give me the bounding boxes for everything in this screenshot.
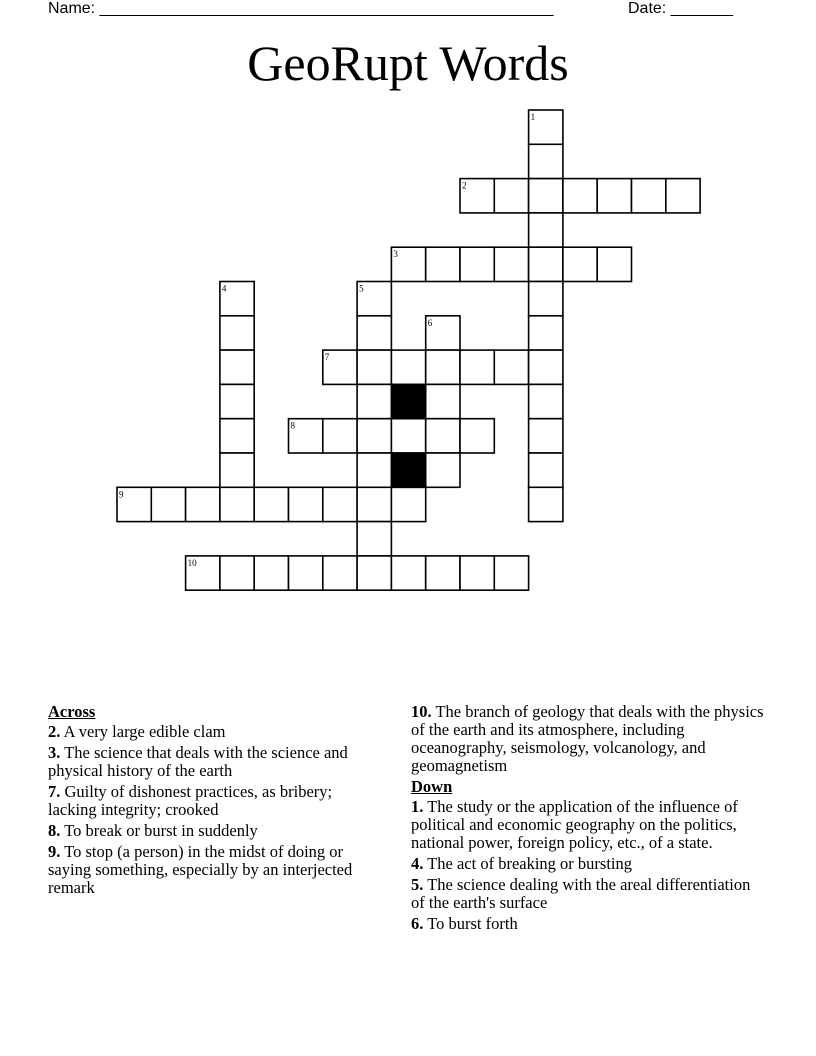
- grid-cell[interactable]: [529, 282, 563, 316]
- grid-cell[interactable]: [426, 350, 460, 384]
- grid-cell[interactable]: [391, 419, 425, 453]
- grid-cell[interactable]: [529, 213, 563, 247]
- grid-cell[interactable]: [357, 453, 391, 487]
- grid-cell[interactable]: [254, 556, 288, 590]
- clue-across-2: 2. A very large edible clam: [48, 722, 226, 741]
- grid-cell[interactable]: [357, 316, 391, 350]
- grid-cell[interactable]: [460, 419, 494, 453]
- grid-cell[interactable]: [151, 487, 185, 521]
- down-heading: Down: [411, 777, 453, 796]
- clue-number: 4: [221, 283, 227, 294]
- grid-cell[interactable]: [357, 350, 391, 384]
- grid-cell[interactable]: [323, 419, 357, 453]
- grid-cell[interactable]: [632, 179, 666, 213]
- grid-cell[interactable]: [666, 179, 700, 213]
- clue-across-9: 9. To stop (a person) in the midst of doing or saying something, especially by an interjected remark: [48, 842, 353, 897]
- grid-cell[interactable]: [426, 419, 460, 453]
- across-heading: Across: [48, 702, 96, 721]
- clue-number: 9: [119, 489, 124, 500]
- grid-cell[interactable]: [391, 350, 425, 384]
- grid-cell[interactable]: [426, 556, 460, 590]
- grid-cell[interactable]: [563, 247, 597, 281]
- clue-across-8: 8. To break or burst in suddenly: [48, 821, 258, 840]
- grid-cell[interactable]: [357, 522, 391, 556]
- grid-cell[interactable]: [391, 556, 425, 590]
- name-field-label[interactable]: Name: ___________________________________________________: [48, 0, 554, 17]
- grid-cell[interactable]: [357, 556, 391, 590]
- clue-number: 2: [462, 180, 467, 191]
- grid-cell[interactable]: [529, 350, 563, 384]
- grid-cell[interactable]: [529, 419, 563, 453]
- grid-cell[interactable]: [186, 487, 220, 521]
- grid-cell[interactable]: [494, 179, 528, 213]
- grid-cell[interactable]: [289, 556, 323, 590]
- grid-block: [391, 453, 425, 487]
- grid-cell[interactable]: [597, 247, 631, 281]
- grid-cell[interactable]: [494, 247, 528, 281]
- grid-cell[interactable]: [254, 487, 288, 521]
- grid-cell[interactable]: [529, 179, 563, 213]
- grid-cell[interactable]: [391, 487, 425, 521]
- grid-cell[interactable]: [220, 350, 254, 384]
- grid-cell[interactable]: [357, 384, 391, 418]
- clue-number: 7: [324, 352, 330, 363]
- grid-block: [391, 384, 425, 418]
- grid-cell[interactable]: [220, 419, 254, 453]
- grid-cell[interactable]: [357, 487, 391, 521]
- grid-cell[interactable]: [529, 316, 563, 350]
- page-title: GeoRupt Words: [247, 35, 569, 91]
- clue-down-5: 5. The science dealing with the areal differentiation of the earth's surface: [411, 875, 751, 912]
- grid-cell[interactable]: [494, 350, 528, 384]
- clues-column-left: [48, 703, 378, 900]
- clue-number: 8: [290, 420, 295, 431]
- clue-across-10: 10. The branch of geology that deals with the physics of the earth and its atmosphere, including oceanography, seismology, volcanology, and geomagnetism: [411, 702, 764, 775]
- clue-number: 6: [427, 317, 433, 328]
- clue-across-3: 3. The science that deals with the science and physical history of the earth: [48, 743, 348, 780]
- clue-down-1: 1. The study or the application of the influence of political and economic geography on the politics, national power, foreign policy, etc., of a state.: [411, 797, 738, 852]
- clue-number: 3: [393, 249, 398, 260]
- grid-cell[interactable]: [220, 556, 254, 590]
- grid-cell[interactable]: [220, 487, 254, 521]
- clue-number: 1: [530, 112, 536, 122]
- grid-cell[interactable]: [597, 179, 631, 213]
- grid-cell[interactable]: [529, 453, 563, 487]
- grid-cell[interactable]: [529, 487, 563, 521]
- clue-down-4: 4. The act of breaking or bursting: [411, 854, 633, 873]
- grid-cell[interactable]: [563, 179, 597, 213]
- grid-cell[interactable]: [323, 487, 357, 521]
- grid-cell[interactable]: [460, 556, 494, 590]
- date-field-label[interactable]: Date: _______: [628, 0, 733, 17]
- clues-column-right: [411, 703, 766, 936]
- grid-cell[interactable]: [460, 350, 494, 384]
- grid-cell[interactable]: [220, 453, 254, 487]
- grid-cell[interactable]: [426, 453, 460, 487]
- grid-cell[interactable]: [529, 144, 563, 178]
- clue-number: 10: [187, 557, 197, 568]
- grid-cell[interactable]: [357, 419, 391, 453]
- grid-cell[interactable]: [529, 247, 563, 281]
- grid-cell[interactable]: [323, 556, 357, 590]
- grid-cell[interactable]: [494, 556, 528, 590]
- clue-across-7: 7. Guilty of dishonest practices, as bribery; lacking integrity; crooked: [48, 782, 333, 819]
- grid-cell[interactable]: [220, 384, 254, 418]
- grid-cell[interactable]: [426, 247, 460, 281]
- grid-cell[interactable]: [460, 247, 494, 281]
- grid-cell[interactable]: [426, 384, 460, 418]
- grid-cell[interactable]: [289, 487, 323, 521]
- clue-down-6: 6. To burst forth: [411, 914, 518, 933]
- grid-cell[interactable]: [529, 384, 563, 418]
- grid-cell[interactable]: [220, 316, 254, 350]
- clue-number: 5: [359, 283, 364, 294]
